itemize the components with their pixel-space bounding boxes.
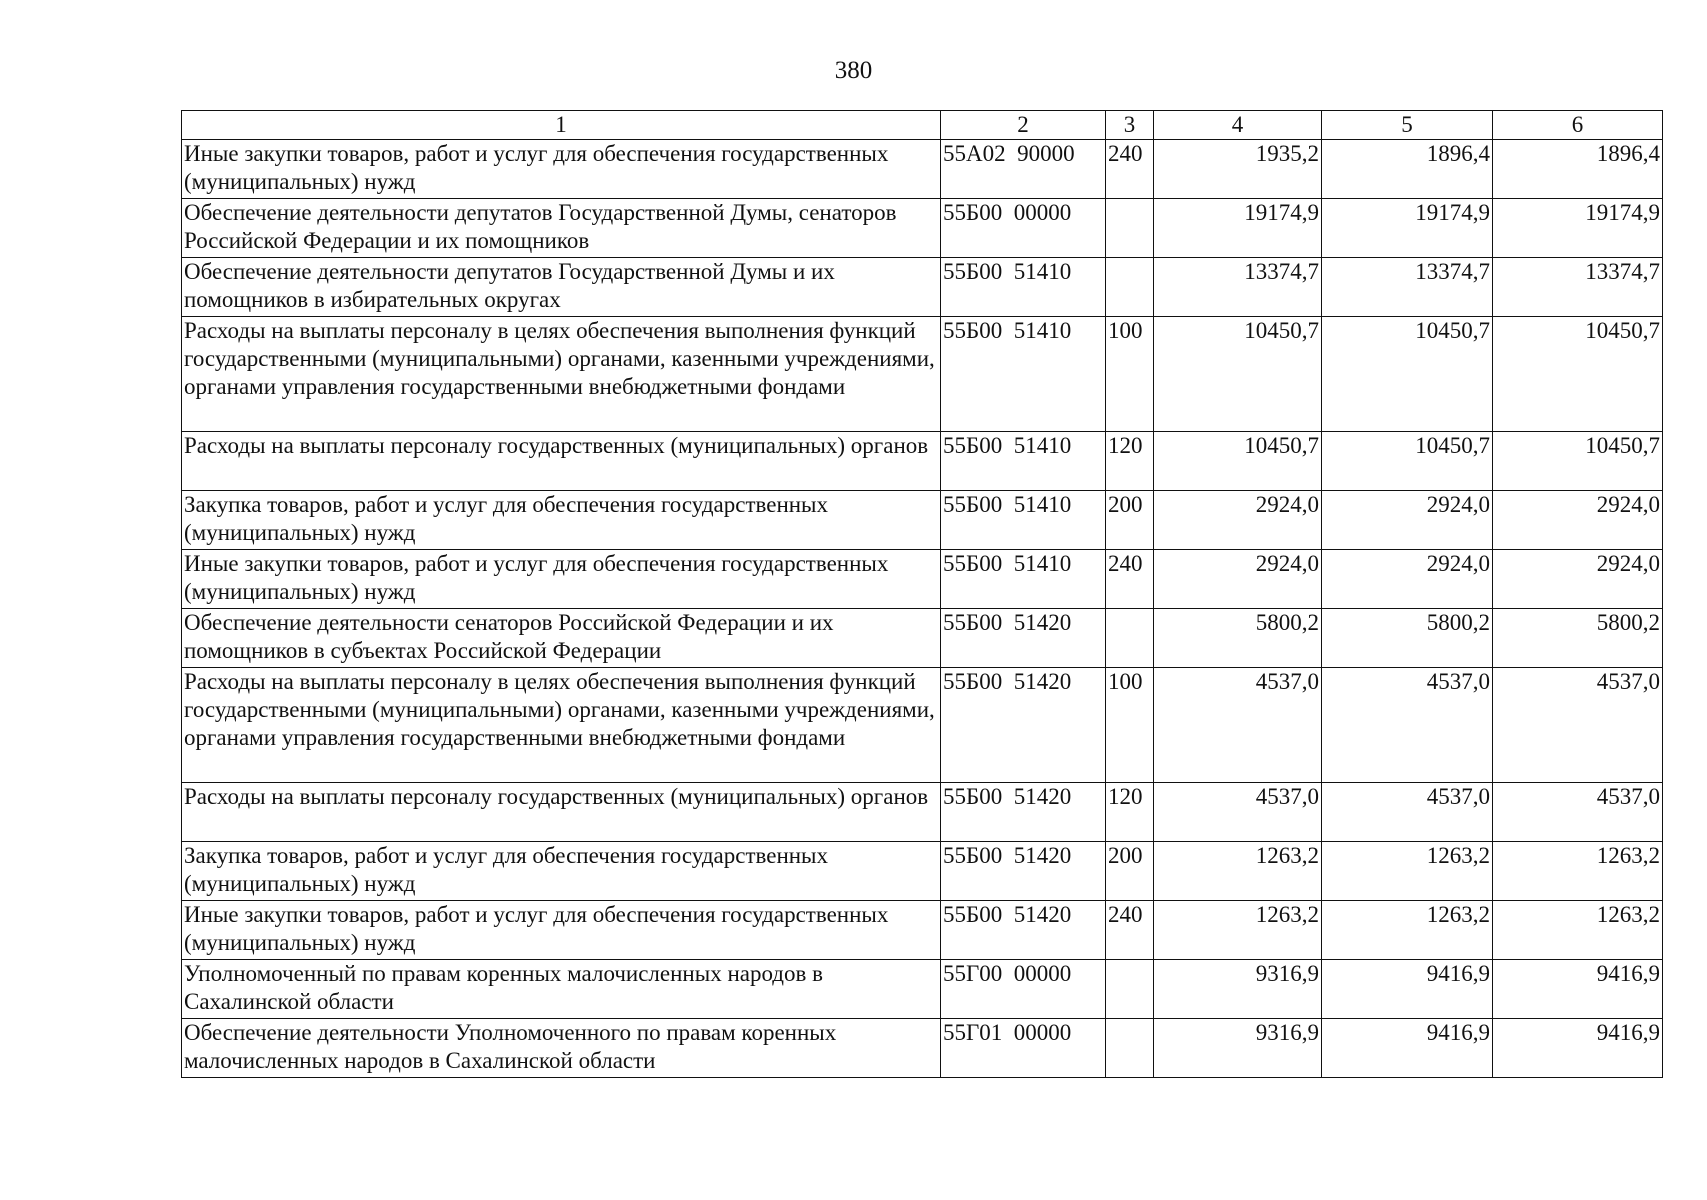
header-col-5: 5 [1322, 111, 1493, 140]
row-value-col6-cell: 10450,7 [1493, 432, 1663, 491]
row-value-col6-cell: 9416,9 [1493, 960, 1663, 1019]
row-code-cell: 55Б00 51420 [941, 609, 1106, 668]
row-code-cell: 55Б00 51410 [941, 258, 1106, 317]
row-value-col4-cell: 1263,2 [1154, 901, 1322, 960]
row-value-col5-cell: 4537,0 [1322, 668, 1493, 783]
row-value-col6-cell: 13374,7 [1493, 258, 1663, 317]
row-name-cell: Обеспечение деятельности депутатов Государственной Думы, сенаторов Российской Федерации и их помощников [182, 199, 941, 258]
header-col-2: 2 [941, 111, 1106, 140]
table-row [182, 199, 1663, 258]
row-code-cell: 55Г00 00000 [941, 960, 1106, 1019]
row-value-col4-cell: 4537,0 [1154, 783, 1322, 842]
row-value-col6-cell: 9416,9 [1493, 1019, 1663, 1078]
row-value-col6-cell: 2924,0 [1493, 550, 1663, 609]
row-value-col4-cell: 1935,2 [1154, 140, 1322, 199]
row-name-cell: Расходы на выплаты персоналу государственных (муниципальных) органов [182, 432, 941, 491]
row-expense-type-cell: 120 [1106, 432, 1154, 491]
row-expense-type-cell: 200 [1106, 491, 1154, 550]
row-name-cell: Обеспечение деятельности депутатов Государственной Думы и их помощников в избирательных округах [182, 258, 941, 317]
row-value-col4-cell: 9316,9 [1154, 960, 1322, 1019]
row-value-col6-cell: 4537,0 [1493, 668, 1663, 783]
row-code-cell: 55Г01 00000 [941, 1019, 1106, 1078]
table-row [182, 432, 1663, 491]
row-expense-type-cell: 100 [1106, 317, 1154, 432]
row-value-col5-cell: 2924,0 [1322, 491, 1493, 550]
row-expense-type-cell: 240 [1106, 901, 1154, 960]
row-value-col5-cell: 5800,2 [1322, 609, 1493, 668]
row-value-col5-cell: 13374,7 [1322, 258, 1493, 317]
row-expense-type-cell [1106, 609, 1154, 668]
row-expense-type-cell: 120 [1106, 783, 1154, 842]
table-row [182, 550, 1663, 609]
row-code-cell: 55Б00 00000 [941, 199, 1106, 258]
row-value-col5-cell: 10450,7 [1322, 432, 1493, 491]
row-name-cell: Уполномоченный по правам коренных малочисленных народов в Сахалинской области [182, 960, 941, 1019]
header-col-6: 6 [1493, 111, 1663, 140]
row-expense-type-cell [1106, 1019, 1154, 1078]
table-row [182, 668, 1663, 783]
row-name-cell: Иные закупки товаров, работ и услуг для обеспечения государственных (муниципальных) нужд [182, 550, 941, 609]
row-value-col4-cell: 10450,7 [1154, 317, 1322, 432]
row-value-col6-cell: 1896,4 [1493, 140, 1663, 199]
row-name-cell: Закупка товаров, работ и услуг для обеспечения государственных (муниципальных) нужд [182, 842, 941, 901]
table-row [182, 140, 1663, 199]
header-col-3: 3 [1106, 111, 1154, 140]
row-value-col6-cell: 4537,0 [1493, 783, 1663, 842]
row-value-col6-cell: 1263,2 [1493, 842, 1663, 901]
row-value-col4-cell: 9316,9 [1154, 1019, 1322, 1078]
row-code-cell: 55Б00 51410 [941, 317, 1106, 432]
header-col-4: 4 [1154, 111, 1322, 140]
row-expense-type-cell [1106, 258, 1154, 317]
budget-table [181, 110, 1663, 1078]
row-value-col6-cell: 5800,2 [1493, 609, 1663, 668]
row-expense-type-cell: 200 [1106, 842, 1154, 901]
row-name-cell: Расходы на выплаты персоналу в целях обеспечения выполнения функций государственными (муниципальными) органами, казенными учреждениями, органами управления государственными внебюджетными фондами [182, 317, 941, 432]
table-header [182, 111, 1663, 140]
row-name-cell: Иные закупки товаров, работ и услуг для обеспечения государственных (муниципальных) нужд [182, 901, 941, 960]
row-value-col4-cell: 13374,7 [1154, 258, 1322, 317]
row-code-cell: 55Б00 51420 [941, 668, 1106, 783]
row-expense-type-cell [1106, 199, 1154, 258]
header-row [182, 111, 1663, 140]
table-row [182, 842, 1663, 901]
table-row [182, 783, 1663, 842]
row-name-cell: Расходы на выплаты персоналу государственных (муниципальных) органов [182, 783, 941, 842]
row-value-col4-cell: 10450,7 [1154, 432, 1322, 491]
header-col-1: 1 [182, 111, 941, 140]
row-value-col5-cell: 10450,7 [1322, 317, 1493, 432]
row-value-col5-cell: 19174,9 [1322, 199, 1493, 258]
row-value-col5-cell: 1896,4 [1322, 140, 1493, 199]
row-name-cell: Иные закупки товаров, работ и услуг для обеспечения государственных (муниципальных) нужд [182, 140, 941, 199]
row-name-cell: Обеспечение деятельности сенаторов Российской Федерации и их помощников в субъектах Российской Федерации [182, 609, 941, 668]
row-value-col4-cell: 2924,0 [1154, 550, 1322, 609]
table-row [182, 317, 1663, 432]
row-expense-type-cell: 100 [1106, 668, 1154, 783]
row-expense-type-cell [1106, 960, 1154, 1019]
row-value-col4-cell: 19174,9 [1154, 199, 1322, 258]
row-code-cell: 55Б00 51410 [941, 491, 1106, 550]
row-value-col5-cell: 4537,0 [1322, 783, 1493, 842]
row-value-col5-cell: 1263,2 [1322, 901, 1493, 960]
row-name-cell: Обеспечение деятельности Уполномоченного по правам коренных малочисленных народов в Сахалинской области [182, 1019, 941, 1078]
row-value-col5-cell: 1263,2 [1322, 842, 1493, 901]
row-code-cell: 55Б00 51420 [941, 783, 1106, 842]
row-value-col4-cell: 5800,2 [1154, 609, 1322, 668]
page-number: 380 [834, 57, 873, 84]
row-name-cell: Расходы на выплаты персоналу в целях обеспечения выполнения функций государственными (муниципальными) органами, казенными учреждениями, органами управления государственными внебюджетными фондами [182, 668, 941, 783]
row-expense-type-cell: 240 [1106, 550, 1154, 609]
table-row [182, 609, 1663, 668]
table-row [182, 960, 1663, 1019]
row-code-cell: 55А02 90000 [941, 140, 1106, 199]
row-code-cell: 55Б00 51410 [941, 550, 1106, 609]
table-row [182, 258, 1663, 317]
row-value-col6-cell: 2924,0 [1493, 491, 1663, 550]
row-value-col5-cell: 2924,0 [1322, 550, 1493, 609]
table-row [182, 491, 1663, 550]
row-code-cell: 55Б00 51420 [941, 901, 1106, 960]
row-value-col6-cell: 1263,2 [1493, 901, 1663, 960]
row-code-cell: 55Б00 51410 [941, 432, 1106, 491]
row-expense-type-cell: 240 [1106, 140, 1154, 199]
row-value-col5-cell: 9416,9 [1322, 1019, 1493, 1078]
row-value-col4-cell: 2924,0 [1154, 491, 1322, 550]
row-value-col6-cell: 10450,7 [1493, 317, 1663, 432]
table-row [182, 1019, 1663, 1078]
row-value-col4-cell: 4537,0 [1154, 668, 1322, 783]
row-value-col5-cell: 9416,9 [1322, 960, 1493, 1019]
table-body [182, 140, 1663, 1078]
row-code-cell: 55Б00 51420 [941, 842, 1106, 901]
row-name-cell: Закупка товаров, работ и услуг для обеспечения государственных (муниципальных) нужд [182, 491, 941, 550]
row-value-col6-cell: 19174,9 [1493, 199, 1663, 258]
row-value-col4-cell: 1263,2 [1154, 842, 1322, 901]
table-row [182, 901, 1663, 960]
